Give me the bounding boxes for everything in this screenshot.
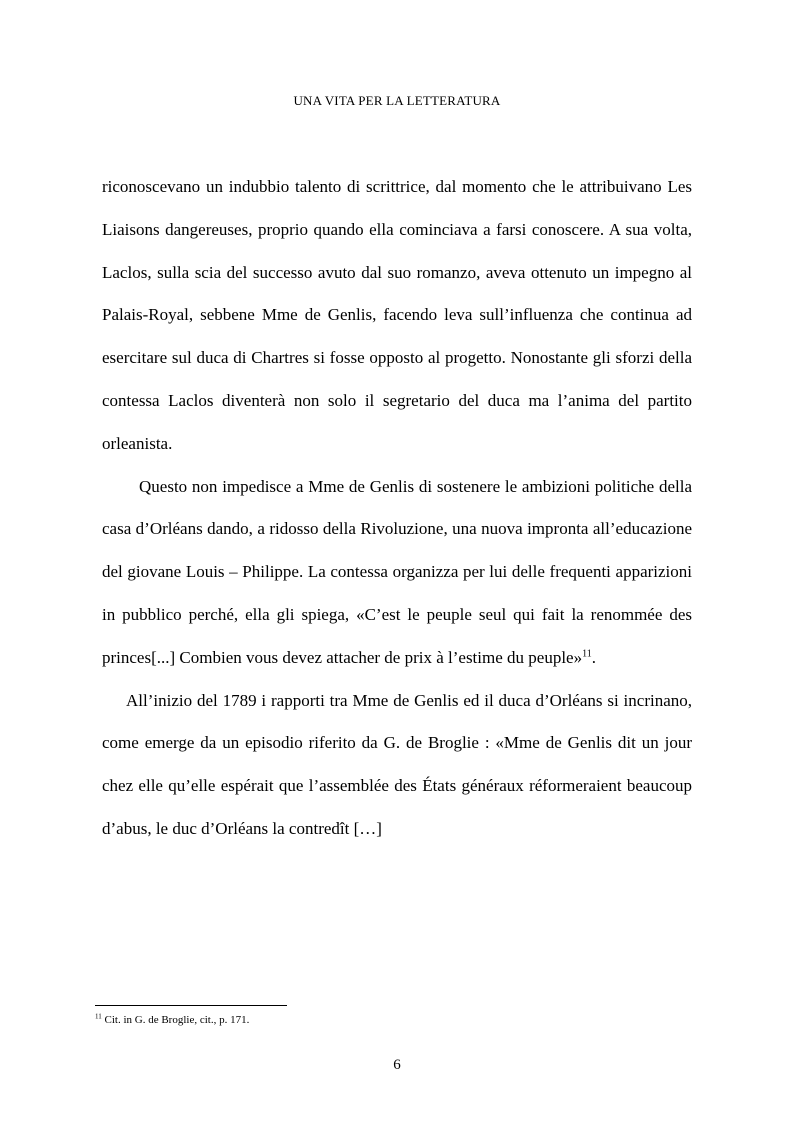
paragraph-1: riconoscevano un indubbio talento di scrittrice, dal momento che le attribuivano Les Liaisons dangereuses, proprio quando ella cominciava a farsi conoscere. A sua volta, Laclos, sulla scia del successo avuto dal suo romanzo, aveva ottenuto un impegno al Palais-Royal, sebbene Mme de Genlis, facendo leva sull’influenza che continua ad esercitare sul duca di Chartres si fosse opposto al progetto. Nonostante gli sforzi della contessa Laclos diventerà non solo il segretario del duca ma l’anima del partito orleanista. (102, 177, 692, 453)
footnote-text: Cit. in G. de Broglie, cit., p. 171. (101, 1014, 250, 1026)
footnote-reference[interactable]: 11 (582, 648, 592, 660)
paragraph-2 (102, 466, 692, 680)
footnote-number: 11 (95, 1012, 102, 1021)
paragraph-3: All’inizio del 1789 i rapporti tra Mme de Genlis ed il duca d’Orléans si incrinano, come emerge da un episodio riferito da G. de Broglie : «Mme de Genlis dit un jour chez elle qu’elle espérait que l’assemblée des États généraux réformeraient beaucoup d’abus, le duc d’Orléans la contredît […] (102, 690, 692, 838)
body-text (102, 166, 692, 851)
running-header: UNA VITA PER LA LETTERATURA (293, 93, 501, 108)
page-number: 6 (393, 1057, 401, 1073)
footnote (95, 1013, 695, 1027)
paragraph-2-end: . (591, 647, 596, 667)
footnote-divider (95, 1005, 287, 1006)
paragraph-2-text: Questo non impedisce a Mme de Genlis di sostenere le ambizioni politiche della casa d’Orléans dando, a ridosso della Rivoluzione, una nuova impronta all’educazione del giovane Louis – Philippe. La contessa organizza per lui delle frequenti apparizioni in pubblico perché, ella gli spiega, «C’est le peuple seul qui fait la renommée des princes[...] Combien vous devez attacher de prix à l’estime du peuple» (102, 476, 692, 667)
